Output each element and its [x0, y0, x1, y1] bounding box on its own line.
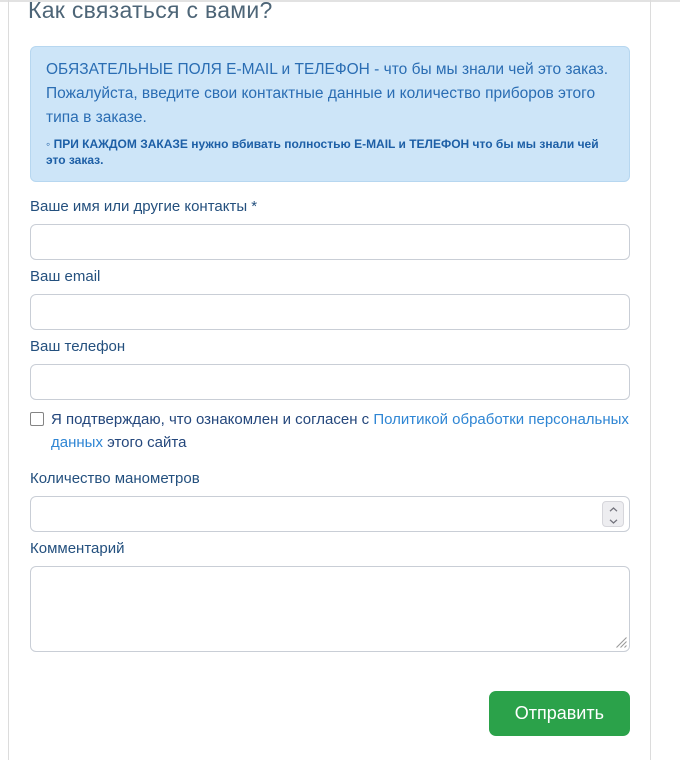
- right-border-line: [650, 0, 651, 760]
- privacy-policy-link[interactable]: Политикой обработки персональных данных: [51, 411, 629, 451]
- stepper-down-button[interactable]: [603, 514, 623, 525]
- quantity-input[interactable]: [30, 496, 630, 532]
- name-label: Ваше имя или другие контакты *: [30, 198, 258, 215]
- contact-form: [30, 198, 630, 736]
- info-alert-note: ◦ ПРИ КАЖДОМ ЗАКАЗЕ нужно вбивать полностью E-MAIL и ТЕЛЕФОН что бы мы знали чей это заказ.: [46, 137, 599, 167]
- email-label: Ваш email: [30, 268, 101, 285]
- left-border-line: [8, 0, 9, 760]
- submit-button[interactable]: Отправить: [489, 691, 630, 736]
- resize-grip-icon[interactable]: [616, 637, 627, 648]
- comment-field: [30, 566, 630, 652]
- page-title: Как связаться с вами?: [28, 0, 273, 23]
- phone-label: Ваш телефон: [30, 338, 126, 355]
- comment-label: Комментарий: [30, 540, 125, 557]
- quantity-label: Количество манометров: [30, 470, 200, 487]
- quantity-stepper: [602, 501, 624, 527]
- consent-row: [30, 408, 630, 454]
- consent-label: [51, 408, 630, 454]
- consent-text-before: Я подтверждаю, что ознакомлен и согласен с: [51, 411, 374, 428]
- quantity-field: [30, 496, 630, 532]
- comment-textarea[interactable]: [30, 566, 630, 652]
- email-input[interactable]: [30, 294, 630, 330]
- consent-checkbox[interactable]: [30, 412, 44, 426]
- info-alert-line1: ОБЯЗАТЕЛЬНЫЕ ПОЛЯ E-MAIL и ТЕЛЕФОН - что бы мы знали чей это заказ.: [46, 61, 609, 78]
- phone-input[interactable]: [30, 364, 630, 400]
- chevron-down-icon: [609, 511, 618, 529]
- info-alert-line2: Пожалуйста, введите свои контактные данные и количество приборов этого типа в заказе.: [46, 85, 596, 126]
- name-input[interactable]: [30, 224, 630, 260]
- contact-form-section: [30, 0, 630, 736]
- consent-text-after: этого сайта: [102, 434, 187, 451]
- info-alert: [30, 46, 630, 182]
- button-row: [30, 691, 630, 736]
